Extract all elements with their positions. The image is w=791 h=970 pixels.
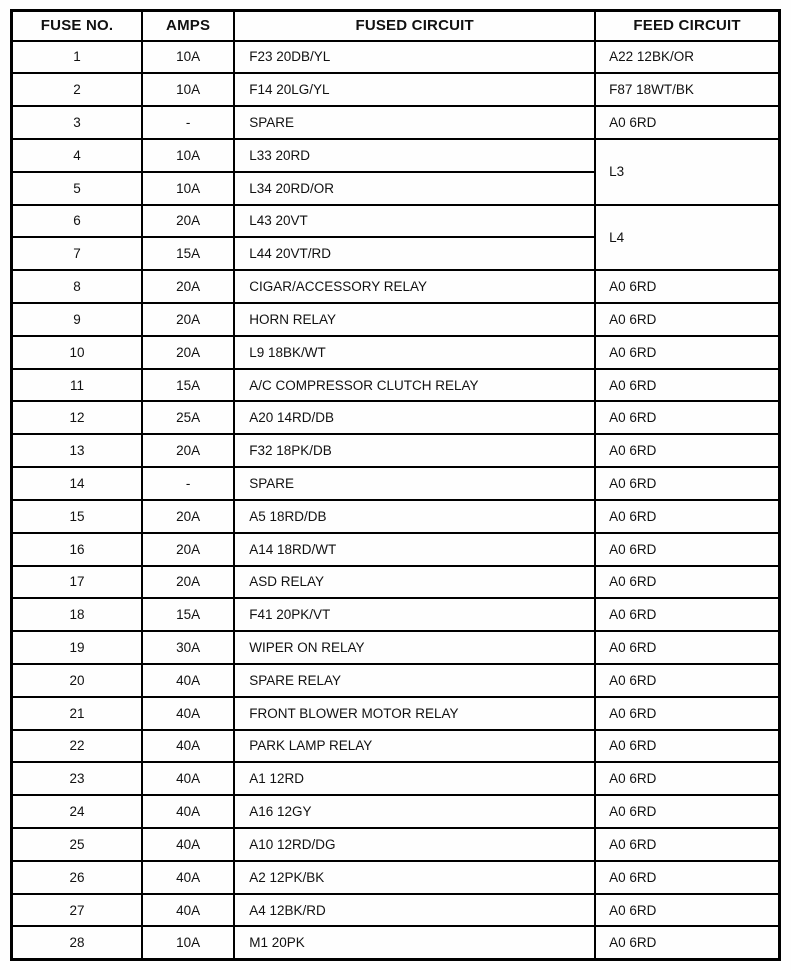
feed-circuit-cell: A0 6RD [595, 336, 779, 369]
fuse-no-cell: 8 [12, 270, 143, 303]
feed-circuit-cell: A0 6RD [595, 697, 779, 730]
fuse-no-cell: 12 [12, 401, 143, 434]
fused-circuit-cell: F41 20PK/VT [234, 598, 595, 631]
table-row [12, 861, 780, 894]
amps-cell: - [142, 467, 234, 500]
feed-circuit-cell: L3 [595, 139, 779, 205]
amps-cell: 20A [142, 270, 234, 303]
header-row [12, 11, 780, 41]
table-header [12, 11, 780, 41]
feed-circuit-cell: A0 6RD [595, 106, 779, 139]
fused-circuit-cell: PARK LAMP RELAY [234, 730, 595, 763]
fuse-no-cell: 11 [12, 369, 143, 402]
table-row [12, 369, 780, 402]
fused-circuit-cell: A4 12BK/RD [234, 894, 595, 927]
fuse-no-cell: 13 [12, 434, 143, 467]
feed-circuit-cell: A0 6RD [595, 730, 779, 763]
amps-cell: 40A [142, 730, 234, 763]
table-row [12, 664, 780, 697]
amps-cell: 10A [142, 172, 234, 205]
table-row [12, 303, 780, 336]
feed-circuit-cell: A0 6RD [595, 631, 779, 664]
fuse-no-cell: 4 [12, 139, 143, 172]
table-row [12, 205, 780, 238]
feed-circuit-cell: A0 6RD [595, 500, 779, 533]
fused-circuit-cell: A5 18RD/DB [234, 500, 595, 533]
fused-circuit-cell: A10 12RD/DG [234, 828, 595, 861]
fused-circuit-cell: A/C COMPRESSOR CLUTCH RELAY [234, 369, 595, 402]
fuse-no-cell: 18 [12, 598, 143, 631]
fuse-no-cell: 3 [12, 106, 143, 139]
fuse-no-cell: 24 [12, 795, 143, 828]
fused-circuit-cell: L33 20RD [234, 139, 595, 172]
fused-circuit-cell: L43 20VT [234, 205, 595, 238]
table-row [12, 336, 780, 369]
feed-circuit-cell: A0 6RD [595, 894, 779, 927]
table-body [12, 41, 780, 960]
amps-cell: 40A [142, 894, 234, 927]
amps-cell: 25A [142, 401, 234, 434]
table-row [12, 631, 780, 664]
amps-cell: 10A [142, 41, 234, 74]
fuse-no-cell: 23 [12, 762, 143, 795]
table-row [12, 762, 780, 795]
amps-cell: 40A [142, 828, 234, 861]
table-row [12, 434, 780, 467]
amps-cell: 20A [142, 303, 234, 336]
fuse-no-cell: 17 [12, 566, 143, 599]
fuse-no-cell: 22 [12, 730, 143, 763]
table-row [12, 106, 780, 139]
table-row [12, 566, 780, 599]
feed-circuit-cell: A0 6RD [595, 369, 779, 402]
fuse-table [10, 9, 781, 961]
fuse-no-cell: 10 [12, 336, 143, 369]
feed-circuit-cell: A0 6RD [595, 598, 779, 631]
table-row [12, 270, 780, 303]
table-row [12, 139, 780, 172]
amps-cell: 15A [142, 598, 234, 631]
feed-circuit-cell: A0 6RD [595, 434, 779, 467]
feed-circuit-cell: A22 12BK/OR [595, 41, 779, 74]
fused-circuit-cell: F23 20DB/YL [234, 41, 595, 74]
feed-circuit-cell: A0 6RD [595, 664, 779, 697]
amps-cell: 40A [142, 664, 234, 697]
table-row [12, 598, 780, 631]
feed-circuit-cell: A0 6RD [595, 828, 779, 861]
fused-circuit-cell: WIPER ON RELAY [234, 631, 595, 664]
amps-cell: 40A [142, 762, 234, 795]
amps-cell: 20A [142, 434, 234, 467]
amps-cell: 30A [142, 631, 234, 664]
fused-circuit-cell: L44 20VT/RD [234, 237, 595, 270]
feed-circuit-cell: A0 6RD [595, 795, 779, 828]
fused-circuit-cell: F14 20LG/YL [234, 73, 595, 106]
table-row [12, 894, 780, 927]
table-row [12, 795, 780, 828]
feed-circuit-cell: A0 6RD [595, 270, 779, 303]
feed-circuit-cell: A0 6RD [595, 566, 779, 599]
header-amps: AMPS [142, 11, 234, 41]
fused-circuit-cell: A16 12GY [234, 795, 595, 828]
table-row [12, 500, 780, 533]
fused-circuit-cell: HORN RELAY [234, 303, 595, 336]
fused-circuit-cell: L9 18BK/WT [234, 336, 595, 369]
fused-circuit-cell: A2 12PK/BK [234, 861, 595, 894]
amps-cell: 10A [142, 926, 234, 959]
header-fuse-no: FUSE NO. [12, 11, 143, 41]
fuse-no-cell: 21 [12, 697, 143, 730]
table-row [12, 533, 780, 566]
amps-cell: 15A [142, 237, 234, 270]
amps-cell: 40A [142, 795, 234, 828]
table-row [12, 697, 780, 730]
amps-cell: 20A [142, 336, 234, 369]
fused-circuit-cell: SPARE RELAY [234, 664, 595, 697]
feed-circuit-cell: A0 6RD [595, 401, 779, 434]
feed-circuit-cell: A0 6RD [595, 926, 779, 959]
fuse-no-cell: 2 [12, 73, 143, 106]
table-row [12, 467, 780, 500]
fused-circuit-cell: CIGAR/ACCESSORY RELAY [234, 270, 595, 303]
amps-cell: 10A [142, 73, 234, 106]
feed-circuit-cell: A0 6RD [595, 303, 779, 336]
fuse-no-cell: 26 [12, 861, 143, 894]
table-row [12, 730, 780, 763]
fuse-no-cell: 25 [12, 828, 143, 861]
fuse-no-cell: 9 [12, 303, 143, 336]
fused-circuit-cell: F32 18PK/DB [234, 434, 595, 467]
fuse-no-cell: 16 [12, 533, 143, 566]
fused-circuit-cell: A14 18RD/WT [234, 533, 595, 566]
fuse-no-cell: 27 [12, 894, 143, 927]
amps-cell: 15A [142, 369, 234, 402]
feed-circuit-cell: F87 18WT/BK [595, 73, 779, 106]
feed-circuit-cell: A0 6RD [595, 762, 779, 795]
fused-circuit-cell: A20 14RD/DB [234, 401, 595, 434]
feed-circuit-cell: L4 [595, 205, 779, 271]
feed-circuit-cell: A0 6RD [595, 861, 779, 894]
fuse-no-cell: 1 [12, 41, 143, 74]
amps-cell: - [142, 106, 234, 139]
table-row [12, 926, 780, 959]
fuse-no-cell: 5 [12, 172, 143, 205]
header-fused-circuit: FUSED CIRCUIT [234, 11, 595, 41]
fuse-no-cell: 14 [12, 467, 143, 500]
amps-cell: 20A [142, 566, 234, 599]
amps-cell: 40A [142, 697, 234, 730]
fused-circuit-cell: L34 20RD/OR [234, 172, 595, 205]
feed-circuit-cell: A0 6RD [595, 533, 779, 566]
table-row [12, 401, 780, 434]
table-row [12, 73, 780, 106]
fuse-no-cell: 28 [12, 926, 143, 959]
table-row [12, 828, 780, 861]
feed-circuit-cell: A0 6RD [595, 467, 779, 500]
fused-circuit-cell: ASD RELAY [234, 566, 595, 599]
amps-cell: 20A [142, 205, 234, 238]
amps-cell: 10A [142, 139, 234, 172]
fused-circuit-cell: A1 12RD [234, 762, 595, 795]
amps-cell: 20A [142, 533, 234, 566]
amps-cell: 40A [142, 861, 234, 894]
fuse-no-cell: 7 [12, 237, 143, 270]
fused-circuit-cell: FRONT BLOWER MOTOR RELAY [234, 697, 595, 730]
fused-circuit-cell: SPARE [234, 467, 595, 500]
header-feed-circuit: FEED CIRCUIT [595, 11, 779, 41]
fuse-no-cell: 20 [12, 664, 143, 697]
fused-circuit-cell: SPARE [234, 106, 595, 139]
table-row [12, 41, 780, 74]
fuse-no-cell: 6 [12, 205, 143, 238]
fuse-no-cell: 15 [12, 500, 143, 533]
fused-circuit-cell: M1 20PK [234, 926, 595, 959]
amps-cell: 20A [142, 500, 234, 533]
fuse-no-cell: 19 [12, 631, 143, 664]
